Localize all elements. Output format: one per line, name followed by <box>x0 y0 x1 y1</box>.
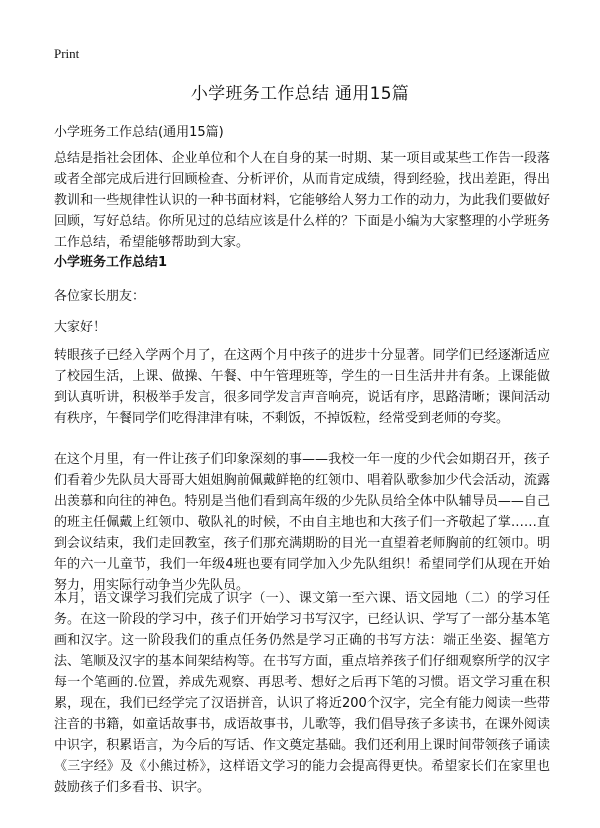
body-paragraph-1: 转眼孩子已经入学两个月了，在这两个月中孩子的进步十分显著。同学们已经逐渐适应了校园生活，上课、做操、午餐、中午管理班等，学生的一日生活井井有条。上课能做到认真听讲，积极举手发言，很多同学发言声音响亮，说话有序，思路清晰；课间活动有秩序，午餐同学们吃得津津有味，不剩饭，不掉饭粒，经常受到老师的夸奖。 <box>54 348 550 426</box>
greeting-line: 各位家长朋友： <box>54 289 146 304</box>
print-label[interactable]: Print <box>54 46 80 61</box>
section-heading: 小学班务工作总结1 <box>54 255 168 270</box>
salutation-line: 大家好！ <box>54 320 107 335</box>
body-paragraph-3: 本月，语文课学习我们完成了识字（一）、课文第一至六课、语文园地（二）的学习任务。在这一阶段的学习中，孩子们开始学习书写汉字，已经认识、学写了一部分基本笔画和汉字。这一阶段我们的重点任务仍然是学习正确的书写方法：端正坐姿、握笔方法、笔顺及汉字的基本间架结构等。在书写方面，重点培养孩子们仔细观察所学的汉字每一个笔画的.位置，养成先观察、再思考、想好之后再下笔的习惯。语文学习重在积累，现在，我们已经学完了汉语拼音，认识了将近200个汉字，完全有能力阅读一些带注音的书籍，如童话故事书，成语故事书，儿歌等，我们倡导孩子多读书，在课外阅读中识字，积累语言，为今后的写话、作文奠定基础。我们还利用上课时间带领孩子诵读《三字经》及《小熊过桥》，这样语文学习的能力会提高得更快。希望家长们在家里也鼓励孩子们多看书、识字。 <box>54 591 550 795</box>
intro-paragraph: 总结是指社会团体、企业单位和个人在自身的某一时期、某一项目或某些工作告一段落或者全部完成后进行回顾检查、分析评价，从而肯定成绩，得到经验，找出差距，得出教训和一些规律性认识的一种书面材料，它能够给人努力工作的动力，为此我们要做好回顾，写好总结。你所见过的总结应该是什么样的？下面是小编为大家整理的小学班务工作总结，希望能够帮助到大家。 <box>54 151 550 250</box>
page-title: 小学班务工作总结 通用15篇 <box>190 84 410 104</box>
document-subtitle: 小学班务工作总结(通用15篇) <box>54 125 224 140</box>
body-paragraph-2: 在这个月里，有一件让孩子们印象深刻的事——我校一年一度的少代会如期召开，孩子们看着少先队员大哥哥大姐姐胸前佩戴鲜艳的红领巾、唱着队歌参加少代会活动，流露出羡慕和向往的神色。特别是当他们看到高年级的少先队员给全体中队辅导员——自己的班主任佩戴上红领巾、敬队礼的时候，不由自主地也和大孩子们一齐敬起了掌……直到会议结束，我们走回教室，孩子们那充满期盼的目光一直望着老师胸前的红领巾。明年的六一儿童节，我们一年级4班也要有同学加入少先队组织！希望同学们从现在开始努力，用实际行动争当少先队员。 <box>54 452 550 593</box>
